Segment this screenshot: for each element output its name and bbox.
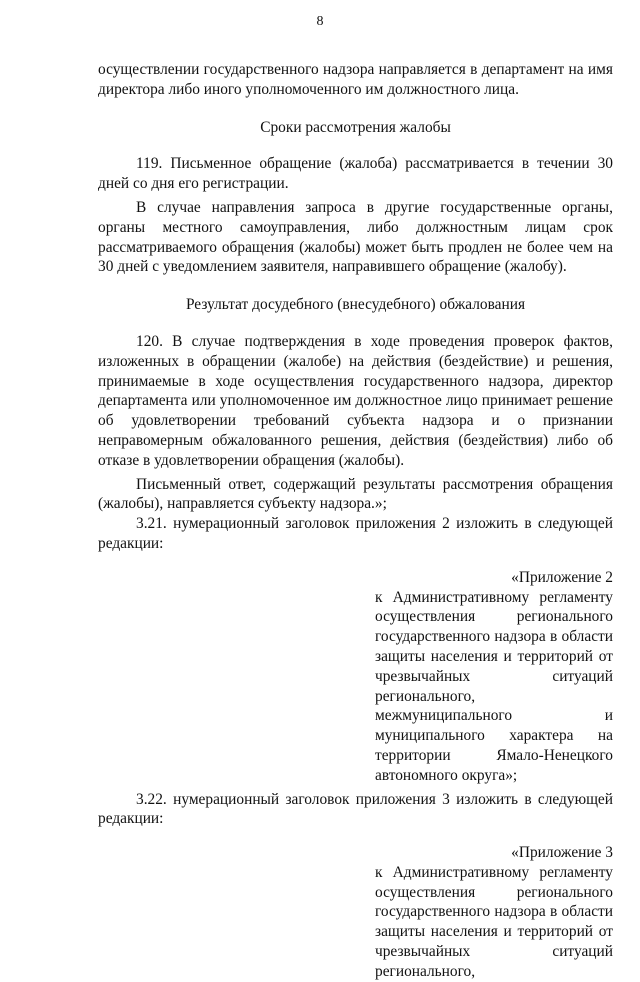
paragraph-continuation: осуществлении государственного надзора направляется в департамент на имя директора либо иного уполномоченного им должностного лица. xyxy=(98,61,613,98)
section-heading-complaint-terms: Сроки рассмотрения жалобы xyxy=(260,118,451,136)
page-number: 8 xyxy=(316,14,324,29)
appendix-2-title: «Приложение 2 xyxy=(511,568,613,586)
appendix-3-text: к Административному регламенту осуществления регионального государственного надзора в области защиты населения и территорий от чрезвычайных ситуаций регионального, xyxy=(375,863,613,980)
paragraph-3-21: 3.21. нумерационный заголовок приложения 2 изложить в следующей редакции: xyxy=(98,515,613,552)
appendix-2-heading-block xyxy=(375,568,613,786)
document-body xyxy=(98,60,613,982)
paragraph-request-extension: В случае направления запроса в другие государственные органы, органы местного самоуправления, либо должностным лицам срок рассматриваемого обращения (жалобы) может быть продлен не более чем на 30 дней с уведомлением заявителя, направившего обращение (жалобу). xyxy=(98,198,613,276)
appendix-3-heading-block xyxy=(375,843,613,982)
paragraph-written-answer: Письменный ответ, содержащий результаты рассмотрения обращения (жалобы), направляется субъекту надзора.»; xyxy=(98,475,613,513)
section-heading-appeal-result: Результат досудебного (внесудебного) обжалования xyxy=(185,296,526,314)
paragraph-120: 120. В случае подтверждения в ходе проведения проверок фактов, изложенных в обращении (жалобе) на действия (бездействие) и решения, принимаемые в ходе осуществления государственного надзора, директор департамента или уполномоченное им должностное лицо принимает решение об удовлетворении требований субъекта надзора и о признании неправомерным обжалованного решения, действия (бездействия) либо об отказе в удовлетворении обращения (жалобы). xyxy=(98,332,613,469)
paragraph-3-22: 3.22. нумерационный заголовок приложения 3 изложить в следующей редакции: xyxy=(98,790,613,828)
paragraph-119: 119. Письменное обращение (жалоба) рассматривается в течении 30 дней со дня его регистрации. xyxy=(98,155,613,193)
appendix-2-text: к Административному регламенту осуществления регионального государственного надзора в области защиты населения и территорий от чрезвычайных ситуаций регионального, межмуниципального и муниципального характера на территории Ямало-Ненецкого автономного округа»; xyxy=(375,588,613,784)
appendix-3-title: «Приложение 3 xyxy=(511,844,613,862)
